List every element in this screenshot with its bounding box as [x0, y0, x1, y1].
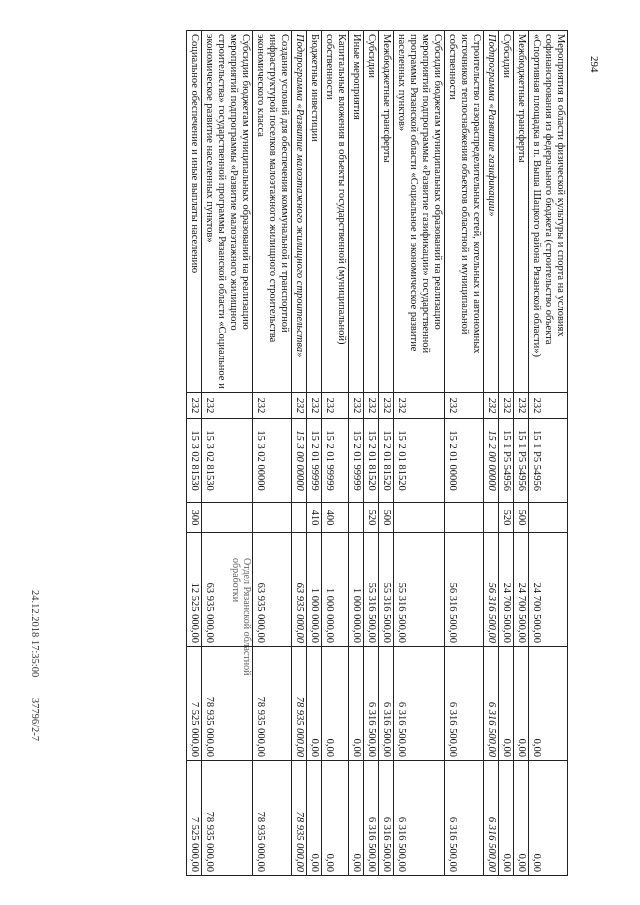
row-name-cell: Иные мероприятия: [349, 31, 364, 393]
row-vr-cell: [292, 503, 307, 533]
row-code-cell: 232: [349, 393, 364, 419]
row-value-2019-cell: 55 316 500,00: [379, 533, 394, 647]
row-csr-cell: 15 3 02 81530: [187, 419, 202, 503]
row-value-2021-cell: 0,00: [529, 761, 568, 876]
table-row: [253, 31, 292, 876]
footer: [29, 590, 40, 790]
row-value-2019-cell: 24 700 500,00: [514, 533, 529, 647]
row-value-2020-cell: 0,00: [514, 647, 529, 761]
row-vr-cell: 520: [499, 503, 514, 533]
row-value-2021-cell: 78 935 000,00: [253, 761, 292, 876]
row-name-cell: Субсидии: [499, 31, 514, 393]
row-csr-cell: 15 2 01 81520: [364, 419, 379, 503]
table-row: [364, 31, 379, 876]
table-row: [394, 31, 445, 876]
row-value-2021-cell: 6 316 500,00: [394, 761, 445, 876]
row-value-2019-cell: 12 525 000,00: [187, 533, 202, 647]
official-stamp: [230, 558, 252, 675]
row-value-2021-cell: 6 316 500,00: [364, 761, 379, 876]
table-row: [202, 31, 253, 876]
row-vr-cell: [202, 503, 253, 533]
stamp-line: обработки: [230, 558, 241, 603]
row-value-2021-cell: 6 316 500,00: [484, 761, 499, 876]
row-csr-cell: 15 3 00 00000: [292, 419, 307, 503]
table-row: [307, 31, 322, 876]
row-value-2021-cell: 0,00: [307, 761, 322, 876]
row-name-cell: Создание условий для обеспечения коммунальной и транспортной инфраструктурой поселков малоэтажного жилищного строительства экономического класса: [253, 31, 292, 393]
row-value-2021-cell: 78 935 000,00: [202, 761, 253, 876]
page-number: 294: [588, 56, 600, 73]
row-value-2020-cell: 78 935 000,00: [253, 647, 292, 761]
row-code-cell: 232: [202, 393, 253, 419]
row-value-2021-cell: 0,00: [514, 761, 529, 876]
table-row: [499, 31, 514, 876]
row-name-cell: Мероприятия в области физической культуры и спорта на условиях софинансирования из федерального бюджета (строительство объекта «Спортивная площадка в п. Выша Шацкого района Рязанской области»): [529, 31, 568, 393]
row-name-cell: Подпрограмма «Развитие малоэтажного жилищного строительства»: [292, 31, 307, 393]
row-code-cell: 232: [364, 393, 379, 419]
footer-doc-code: 37796/2-7: [29, 697, 40, 742]
row-csr-cell: 15 2 01 81520: [394, 419, 445, 503]
row-value-2020-cell: 78 935 000,00: [202, 647, 253, 761]
row-code-cell: 232: [529, 393, 568, 419]
row-code-cell: 232: [499, 393, 514, 419]
row-value-2019-cell: 1 000 000,00: [307, 533, 322, 647]
footer-datetime: 24.12.2018 17:35:00: [29, 590, 40, 678]
row-value-2020-cell: 6 316 500,00: [379, 647, 394, 761]
row-vr-cell: [484, 503, 499, 533]
table-row: [379, 31, 394, 876]
row-value-2020-cell: 78 935 000,00: [292, 647, 307, 761]
row-value-2020-cell: 6 316 500,00: [394, 647, 445, 761]
row-code-cell: 232: [514, 393, 529, 419]
row-code-cell: 232: [484, 393, 499, 419]
row-value-2021-cell: 0,00: [349, 761, 364, 876]
row-vr-cell: [349, 503, 364, 533]
row-value-2021-cell: 78 935 000,00: [292, 761, 307, 876]
row-code-cell: 232: [322, 393, 349, 419]
row-value-2021-cell: 7 525 000,00: [187, 761, 202, 876]
row-csr-cell: 15 3 02 00000: [253, 419, 292, 503]
row-vr-cell: 500: [514, 503, 529, 533]
row-csr-cell: 15 2 01 00000: [445, 419, 484, 503]
row-value-2021-cell: 6 316 500,00: [379, 761, 394, 876]
row-value-2021-cell: 6 316 500,00: [445, 761, 484, 876]
row-name-cell: Субсидии бюджетам муниципальных образований на реализацию мероприятий подпрограммы «Развитие газификации» государственной программы Рязанской области «Социальное и экономическое развитие населенных пунктов»: [394, 31, 445, 393]
row-vr-cell: [394, 503, 445, 533]
row-value-2019-cell: 1 000 000,00: [322, 533, 349, 647]
table-row: [349, 31, 364, 876]
row-value-2020-cell: 0,00: [529, 647, 568, 761]
row-csr-cell: 15 3 02 81530: [202, 419, 253, 503]
row-name-cell: Субсидии: [364, 31, 379, 393]
row-csr-cell: 15 1 P5 54956: [499, 419, 514, 503]
table-row: [187, 31, 202, 876]
row-vr-cell: [445, 503, 484, 533]
row-name-cell: Бюджетные инвестиции: [307, 31, 322, 393]
row-csr-cell: 15 1 P5 54956: [514, 419, 529, 503]
row-value-2020-cell: 6 316 500,00: [445, 647, 484, 761]
row-name-cell: Социальное обеспечение и иные выплаты населению: [187, 31, 202, 393]
row-value-2019-cell: 63 935 000,00: [292, 533, 307, 647]
row-csr-cell: 15 1 P5 54956: [529, 419, 568, 503]
row-vr-cell: 500: [379, 503, 394, 533]
row-vr-cell: [529, 503, 568, 533]
row-value-2019-cell: 1 000 000,00: [349, 533, 364, 647]
row-code-cell: 232: [445, 393, 484, 419]
row-code-cell: 232: [187, 393, 202, 419]
budget-table-body: [187, 31, 568, 876]
row-code-cell: 232: [307, 393, 322, 419]
budget-table-container: [186, 30, 568, 875]
row-name-cell: Подпрограмма «Развитие газификации»: [484, 31, 499, 393]
row-vr-cell: [253, 503, 292, 533]
row-value-2021-cell: 0,00: [499, 761, 514, 876]
row-csr-cell: 15 2 01 81520: [379, 419, 394, 503]
row-code-cell: 232: [394, 393, 445, 419]
row-value-2020-cell: 0,00: [349, 647, 364, 761]
row-value-2020-cell: 6 316 500,00: [364, 647, 379, 761]
row-csr-cell: 15 2 01 99999: [322, 419, 349, 503]
row-vr-cell: 410: [307, 503, 322, 533]
row-value-2020-cell: 0,00: [307, 647, 322, 761]
table-row: [292, 31, 307, 876]
row-value-2019-cell: 24 700 500,00: [529, 533, 568, 647]
row-csr-cell: 15 2 01 99999: [307, 419, 322, 503]
row-csr-cell: 15 2 00 00000: [484, 419, 499, 503]
row-code-cell: 232: [253, 393, 292, 419]
row-value-2019-cell: 24 700 500,00: [499, 533, 514, 647]
row-name-cell: Капитальные вложения в объекты государственной (муниципальной) собственности: [322, 31, 349, 393]
row-value-2020-cell: 0,00: [499, 647, 514, 761]
row-value-2020-cell: 6 316 500,00: [484, 647, 499, 761]
row-vr-cell: 520: [364, 503, 379, 533]
row-name-cell: Субсидии бюджетам муниципальных образований на реализацию мероприятий подпрограммы «Развитие малоэтажного жилищного строительства» государственной программы Рязанской области «Социальное и экономическое развитие населенных пунктов»: [202, 31, 253, 393]
row-name-cell: Межбюджетные трансферты: [379, 31, 394, 393]
row-value-2019-cell: 55 316 500,00: [364, 533, 379, 647]
row-value-2020-cell: 0,00: [322, 647, 349, 761]
row-code-cell: 232: [292, 393, 307, 419]
row-value-2019-cell: 63 935 000,00: [253, 533, 292, 647]
table-row: [484, 31, 499, 876]
row-value-2019-cell: 55 316 500,00: [394, 533, 445, 647]
table-row: [529, 31, 568, 876]
table-row: [514, 31, 529, 876]
row-value-2021-cell: 0,00: [322, 761, 349, 876]
row-value-2019-cell: 56 316 500,00: [445, 533, 484, 647]
row-value-2020-cell: 7 525 000,00: [187, 647, 202, 761]
row-name-cell: Строительство газораспределительных сетей, котельных и автономных источников теплоснабжения объектов областной и муниципальной собственности: [445, 31, 484, 393]
stamp-line: Отдел Рязанской областной: [241, 558, 252, 676]
budget-table: [186, 30, 568, 876]
row-name-cell: Межбюджетные трансферты: [514, 31, 529, 393]
row-vr-cell: 400: [322, 503, 349, 533]
table-row: [322, 31, 349, 876]
table-row: [445, 31, 484, 876]
row-vr-cell: 300: [187, 503, 202, 533]
row-value-2019-cell: 63 935 000,00: [202, 533, 253, 647]
row-value-2019-cell: 56 316 500,00: [484, 533, 499, 647]
row-code-cell: 232: [379, 393, 394, 419]
row-csr-cell: 15 2 01 99999: [349, 419, 364, 503]
